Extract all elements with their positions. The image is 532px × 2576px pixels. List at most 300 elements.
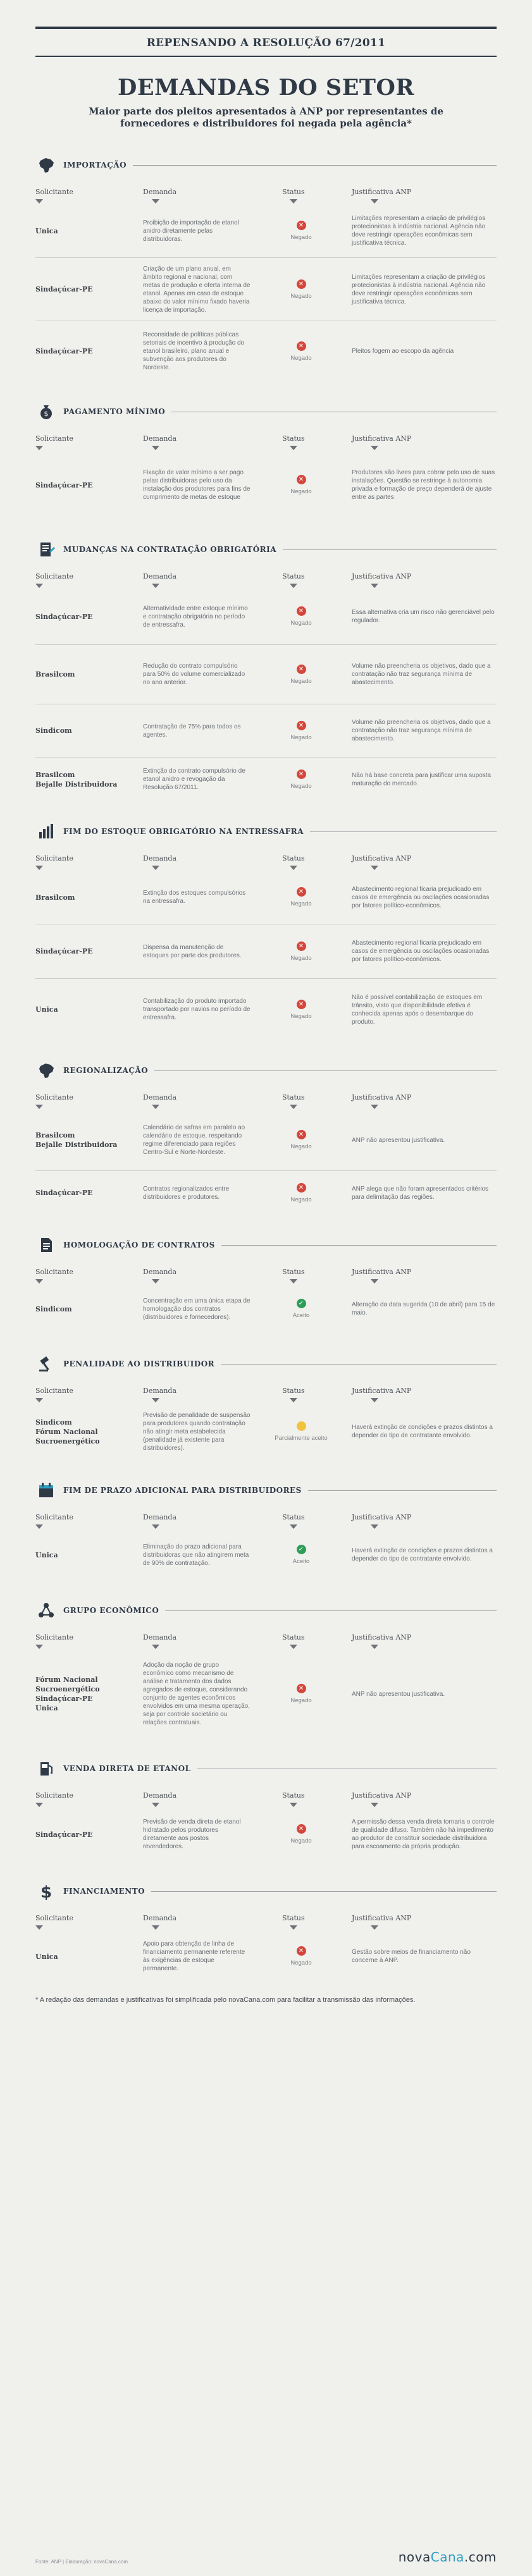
x-icon: ✕ [297, 665, 306, 674]
solicitante-cell [35, 612, 143, 622]
page-title: DEMANDAS DO SETOR [118, 75, 414, 101]
status-label: Negado [290, 733, 312, 741]
solicitante-name: Sindaçúcar-PE [35, 285, 93, 293]
justificativa-cell: Haverá extinção de condições e prazos distintos a depender do tipo de contratante envolvido. [352, 1547, 493, 1562]
status-label: Negado [290, 1196, 312, 1203]
section-1 [35, 400, 497, 519]
status-cell [269, 721, 333, 741]
solicitante-name: Unica [35, 1550, 58, 1559]
sort-arrow-icon [152, 199, 159, 204]
sort-arrow-icon [35, 1105, 43, 1109]
status-label: Negado [290, 954, 312, 962]
table-row [35, 924, 497, 978]
justificativa-cell: Abastecimento regional ficaria prejudicado em casos de emergência ou oscilações ocasionadas por fatores político-econômicos. [352, 940, 490, 963]
column-headers [35, 434, 497, 451]
column-label: Status [282, 1268, 305, 1276]
page-subtitle: Maior parte dos pleitos apresentados à ANP por representantes de fornecedores e distribuidores foi negada pela agência* [89, 106, 443, 129]
column-header-solicitante[interactable] [35, 1914, 143, 1930]
dollar-icon [35, 1880, 57, 1902]
justificativa-cell: Volume não preencheria os objetivos, dado que a contratação não traz segurança mínima de abastecimento. [352, 719, 491, 742]
section-3 [35, 820, 497, 1040]
column-header-status[interactable] [269, 1633, 333, 1650]
justificativa-cell: Essa alternativa cria um risco não gerenciável pelo regulador. [352, 609, 495, 624]
solicitante-name: Unica [35, 1005, 58, 1014]
document-icon [35, 1234, 57, 1256]
status-cell [269, 1946, 333, 1966]
status-cell [269, 341, 333, 362]
column-header-demanda[interactable] [143, 1791, 269, 1808]
column-label: Justificativa ANP [352, 1791, 412, 1800]
column-header-solicitante[interactable] [35, 1633, 143, 1650]
sort-arrow-icon [290, 1279, 297, 1284]
column-label: Demanda [143, 1791, 177, 1800]
column-label: Justificativa ANP [352, 434, 412, 443]
status-label: Negado [290, 677, 312, 685]
table-row [35, 589, 497, 644]
demanda-cell: Proibição de importação de etanol anidro diretamente pelas distribuidoras. [143, 219, 239, 243]
section-title: IMPORTAÇÃO [63, 161, 127, 169]
status-label: Negado [290, 1837, 312, 1844]
solicitante-name: Sindaçúcar-PE [35, 612, 93, 621]
status-label: Negado [290, 1697, 312, 1704]
logo-part-nova: nova [398, 2549, 431, 2565]
solicitante-name: Sindicom [35, 727, 72, 735]
column-label: Status [282, 188, 305, 196]
section-title: FIM DO ESTOQUE OBRIGATÓRIO NA ENTRESSAFRA [63, 827, 304, 836]
column-headers [35, 1791, 497, 1808]
sort-arrow-icon [290, 1105, 297, 1109]
column-header-demanda[interactable] [143, 1093, 269, 1110]
column-header-solicitante[interactable] [35, 572, 143, 589]
sort-arrow-icon [152, 446, 159, 450]
footnote: * A redação das demandas e justificativas foi simplificada pelo novaCana.com para facilitar a transmissão das informações. [35, 1996, 416, 2004]
justificativa-cell: ANP não apresentou justificativa. [352, 1690, 445, 1698]
column-label: Solicitante [35, 1791, 73, 1800]
solicitante-name: Sindicom [35, 1304, 72, 1313]
sort-arrow-icon [152, 1105, 159, 1109]
solicitante-cell [35, 1131, 143, 1150]
column-header-demanda[interactable] [143, 1513, 269, 1530]
section-header [35, 154, 497, 176]
justificativa-cell: Haverá extinção de condições e prazos distintos a depender do tipo de contratante envolvido. [352, 1424, 493, 1439]
column-header-solicitante[interactable] [35, 1093, 143, 1110]
section-rule [154, 1070, 497, 1071]
column-label: Demanda [143, 1387, 177, 1395]
network-icon [35, 1600, 57, 1621]
status-label: Negado [290, 620, 312, 627]
sort-arrow-icon [35, 1524, 43, 1529]
column-headers [35, 188, 497, 204]
x-icon: ✕ [297, 887, 306, 897]
sort-arrow-icon [35, 866, 43, 870]
section-rule [165, 1610, 497, 1611]
column-header-status[interactable] [269, 572, 333, 589]
column-header-solicitante[interactable] [35, 1791, 143, 1808]
column-label: Solicitante [35, 1633, 73, 1641]
solicitante-name: Fórum Nacional Sucroenergético [35, 1427, 100, 1445]
sort-arrow-icon [371, 1524, 378, 1529]
sort-arrow-icon [35, 1925, 43, 1930]
sort-arrow-icon [290, 1645, 297, 1649]
column-label: Solicitante [35, 1387, 73, 1395]
section-header [35, 1059, 497, 1082]
status-cell [269, 1545, 333, 1565]
sort-arrow-icon [290, 866, 297, 870]
column-label: Demanda [143, 572, 177, 580]
column-label: Status [282, 1513, 305, 1521]
column-label: Demanda [143, 1633, 177, 1641]
table-row [35, 204, 497, 257]
column-header-solicitante[interactable] [35, 188, 143, 204]
sort-arrow-icon [290, 1925, 297, 1930]
solicitante-cell [35, 1952, 143, 1961]
column-header-justificativa[interactable] [333, 572, 497, 589]
table-row [35, 1284, 497, 1334]
status-cell [269, 606, 333, 627]
x-icon: ✕ [297, 1130, 306, 1139]
status-cell [269, 887, 333, 907]
sort-arrow-icon [152, 1279, 159, 1284]
column-label: Justificativa ANP [352, 1513, 412, 1521]
kicker: REPENSANDO A RESOLUÇÃO 67/2011 [146, 37, 386, 49]
column-label: Status [282, 572, 305, 580]
section-rule [151, 1891, 497, 1892]
status-cell [269, 1299, 333, 1319]
justificativa-cell: ANP não apresentou justificativa. [352, 1136, 445, 1144]
section-10 [35, 1880, 497, 1982]
x-icon: ✕ [297, 341, 306, 351]
logo-part-com: .com [464, 2549, 497, 2565]
section-title: FIM DE PRAZO ADICIONAL PARA DISTRIBUIDORES [63, 1486, 302, 1495]
calendar-icon [35, 1480, 57, 1501]
solicitante-name: Bejalle Distribuidora [35, 1141, 118, 1149]
justificativa-cell: Volume não preencheria os objetivos, dado que a contratação não traz segurança mínima de abastecimento. [352, 663, 491, 686]
justificativa-cell: Produtores são livres para cobrar pelo uso de suas instalações. Questão se restringe à autonomia privada e formação de preço dependerá de ajuste entre as partes [352, 469, 495, 501]
demanda-cell: Fixação de valor mínimo a ser pago pelas distribuidoras pelo uso da instalação dos produtores para fins de cumprimento de metas de estoque [143, 469, 251, 501]
novacana-logo[interactable] [399, 2549, 497, 2565]
sort-arrow-icon [35, 1279, 43, 1284]
solicitante-name: Fórum Nacional Sucroenergético [35, 1676, 100, 1693]
justificativa-cell: Não há base concreta para justificar uma suposta maturação do mercado. [352, 771, 492, 787]
section-header [35, 1880, 497, 1903]
sort-arrow-icon [371, 584, 378, 588]
sort-arrow-icon [290, 584, 297, 588]
solicitante-name: Unica [35, 226, 58, 235]
solicitante-name: Sindaçúcar-PE [35, 1695, 93, 1703]
x-icon: ✕ [297, 606, 306, 616]
section-title: HOMOLOGAÇÃO DE CONTRATOS [63, 1241, 215, 1249]
sort-arrow-icon [290, 1524, 297, 1529]
column-header-justificativa[interactable] [333, 1093, 497, 1110]
column-label: Solicitante [35, 854, 73, 862]
column-header-justificativa[interactable] [333, 1914, 497, 1930]
solicitante-cell [35, 226, 143, 236]
column-header-solicitante[interactable] [35, 1513, 143, 1530]
sort-arrow-icon [290, 1398, 297, 1402]
section-header [35, 820, 497, 843]
section-5 [35, 1234, 497, 1334]
column-label: Justificativa ANP [352, 572, 412, 580]
source-credit: Fonte: ANP | Elaboração: novaCana.com [35, 2559, 128, 2565]
x-icon: ✕ [297, 721, 306, 730]
column-label: Justificativa ANP [352, 1633, 412, 1641]
section-rule [133, 165, 497, 166]
column-header-demanda[interactable] [143, 572, 269, 589]
check-icon: ✓ [297, 1299, 306, 1308]
column-label: Justificativa ANP [352, 188, 412, 196]
solicitante-cell [35, 285, 143, 294]
solicitante-cell [35, 1304, 143, 1314]
brazil-map-icon [35, 154, 57, 176]
section-rule [310, 831, 497, 832]
solicitante-name: Sindaçúcar-PE [35, 947, 93, 955]
column-label: Solicitante [35, 1093, 73, 1101]
column-label: Demanda [143, 1093, 177, 1101]
money-bag-icon [35, 401, 57, 422]
status-cell [269, 1000, 333, 1020]
column-label: Solicitante [35, 188, 73, 196]
section-header [35, 1599, 497, 1622]
table-row [35, 978, 497, 1040]
column-label: Demanda [143, 434, 177, 443]
justificativa-cell: Abastecimento regional ficaria prejudicado em casos de emergência ou oscilações ocasionadas por fatores político-econômicos. [352, 885, 490, 909]
column-header-justificativa[interactable] [333, 854, 497, 871]
sections-container [35, 154, 497, 1982]
table-row [35, 321, 497, 381]
column-header-solicitante[interactable] [35, 434, 143, 451]
sort-arrow-icon [371, 866, 378, 870]
section-rule [221, 1245, 497, 1246]
sort-arrow-icon [371, 1645, 378, 1649]
column-label: Status [282, 1387, 305, 1395]
demanda-cell: Apoio para obtenção de linha de financiamento permanente referente às exigências de estoque permanente. [143, 1941, 245, 1972]
section-title: GRUPO ECONÔMICO [63, 1606, 159, 1615]
justificativa-cell: Limitações representam a criação de privilégios protecionistas à indústria nacional. Agência não deve restringir operações econômicas sem justificativa técnica. [352, 215, 486, 247]
section-0 [35, 154, 497, 381]
column-header-demanda[interactable] [143, 854, 269, 871]
solicitante-cell [35, 481, 143, 490]
table-row [35, 1650, 497, 1738]
table-row [35, 757, 497, 801]
section-8 [35, 1599, 497, 1738]
column-label: Status [282, 1633, 305, 1641]
status-label: Negado [290, 1143, 312, 1150]
column-header-justificativa[interactable] [333, 1387, 497, 1403]
sort-arrow-icon [152, 1524, 159, 1529]
sort-arrow-icon [290, 1803, 297, 1807]
sort-arrow-icon [35, 1645, 43, 1649]
solicitante-cell [35, 770, 143, 789]
solicitante-cell [35, 726, 143, 735]
column-label: Status [282, 1914, 305, 1922]
column-header-demanda[interactable] [143, 434, 269, 451]
demanda-cell: Redução do contrato compulsório para 50% do volume comercializado no ano anterior. [143, 663, 245, 686]
column-label: Solicitante [35, 1914, 73, 1922]
column-headers [35, 1914, 497, 1930]
solicitante-name: Brasilcom [35, 1131, 75, 1139]
justificativa-cell: Limitações representam a criação de privilégios protecionistas à indústria nacional. Agência não deve restringir operações econômicas sem justificativa técnica. [352, 273, 486, 305]
solicitante-name: Brasilcom [35, 670, 75, 678]
status-label: Aceito [292, 1558, 310, 1565]
section-title: PAGAMENTO MÍNIMO [63, 407, 166, 416]
demanda-cell: Adoção da noção de grupo econômico como mecanismo de análise e tratamento dos dados agregados de estoque, considerando conjunto de agentes econômicos envolvidos em uma mesma operação, seja por controle societário ou relações contratuais. [143, 1662, 250, 1726]
justificativa-cell: ANP alega que não foram apresentados critérios para delimitação das regiões. [352, 1185, 489, 1201]
column-label: Demanda [143, 1914, 177, 1922]
table-row [35, 257, 497, 321]
column-header-solicitante[interactable] [35, 854, 143, 871]
partial-icon [297, 1421, 306, 1431]
column-header-status[interactable] [269, 434, 333, 451]
status-cell [269, 475, 333, 495]
sort-arrow-icon [371, 1105, 378, 1109]
column-label: Demanda [143, 1268, 177, 1276]
column-header-demanda[interactable] [143, 1387, 269, 1403]
status-cell [269, 1684, 333, 1704]
column-label: Justificativa ANP [352, 854, 412, 862]
section-header [35, 1479, 497, 1502]
demanda-cell: Extinção do contrato compulsório de etanol anidro e revogação da Resolução 67/2011. [143, 768, 245, 791]
section-header [35, 538, 497, 561]
status-label: Negado [290, 900, 312, 907]
demanda-cell: Calendário de safras em paralelo ao calendário de estoque, respeitando regime diferenciado para regiões Centro-Sul e Norte-Nordeste. [143, 1124, 245, 1156]
solicitante-cell [35, 893, 143, 902]
status-label: Negado [290, 488, 312, 495]
sort-arrow-icon [152, 584, 159, 588]
sort-arrow-icon [371, 446, 378, 450]
sort-arrow-icon [35, 1803, 43, 1807]
table-row [35, 1110, 497, 1170]
column-header-demanda[interactable] [143, 1914, 269, 1930]
column-header-solicitante[interactable] [35, 1387, 143, 1403]
column-header-status[interactable] [269, 188, 333, 204]
sort-arrow-icon [35, 584, 43, 588]
x-icon: ✕ [297, 941, 306, 951]
sort-arrow-icon [152, 866, 159, 870]
fuel-pump-icon [35, 1758, 57, 1779]
column-headers [35, 1633, 497, 1650]
column-header-solicitante[interactable] [35, 1268, 143, 1284]
justificativa-cell: Gestão sobre meios de financiamento não concerne à ANP. [352, 1949, 471, 1964]
top-rule [35, 27, 497, 29]
demanda-cell: Criação de um plano anual, em âmbito regional e nacional, com metas de produção e oferta interna de etanol. Apenas em caso de estoque abaixo do valor mínimo fixado haveria licença de importação. [143, 265, 251, 314]
column-header-demanda[interactable] [143, 188, 269, 204]
solicitante-name: Sindicom [35, 1418, 72, 1426]
column-header-status[interactable] [269, 1513, 333, 1530]
solicitante-name: Brasilcom [35, 893, 75, 902]
section-header [35, 400, 497, 423]
table-row [35, 1930, 497, 1982]
solicitante-name: Brasilcom [35, 770, 75, 779]
solicitante-name: Sindaçúcar-PE [35, 481, 93, 489]
logo-part-cana: Cana [430, 2549, 464, 2565]
section-header [35, 1757, 497, 1780]
column-header-justificativa[interactable] [333, 1791, 497, 1808]
table-row [35, 1403, 497, 1460]
sort-arrow-icon [290, 199, 297, 204]
status-cell [269, 941, 333, 962]
table-row [35, 1808, 497, 1861]
status-cell [269, 1183, 333, 1203]
column-headers [35, 1093, 497, 1110]
status-label: Negado [290, 1012, 312, 1020]
section-7 [35, 1479, 497, 1580]
table-row [35, 451, 497, 519]
column-header-status[interactable] [269, 854, 333, 871]
svg-text:$: $ [40, 1883, 53, 1901]
column-header-justificativa[interactable] [333, 434, 497, 451]
solicitante-name: Unica [35, 1952, 58, 1961]
column-label: Justificativa ANP [352, 1387, 412, 1395]
column-headers [35, 1513, 497, 1530]
demanda-cell: Concentração em uma única etapa de homologação dos contratos (distribuidores e fornecedores). [143, 1297, 251, 1321]
demanda-cell: Previsão de venda direta de etanol hidratado pelos produtores diretamente aos postos revendedores. [143, 1819, 241, 1850]
column-header-justificativa[interactable] [333, 1513, 497, 1530]
x-icon: ✕ [297, 1000, 306, 1009]
section-rule [283, 549, 497, 550]
sort-arrow-icon [371, 1279, 378, 1284]
demanda-cell: Contratação de 75% para todos os agentes. [143, 723, 241, 739]
column-header-justificativa[interactable] [333, 1633, 497, 1650]
section-4 [35, 1059, 497, 1215]
status-cell [269, 279, 333, 300]
justificativa-cell: Alteração da data sugerida (10 de abril) para 15 de maio. [352, 1301, 495, 1316]
column-header-justificativa[interactable] [333, 188, 497, 204]
demanda-cell: Extinção dos estoques compulsórios na entressafra. [143, 890, 246, 905]
section-title: PENALIDADE AO DISTRIBUIDOR [63, 1359, 215, 1368]
solicitante-cell [35, 1418, 143, 1446]
sort-arrow-icon [152, 1925, 159, 1930]
solicitante-cell [35, 1830, 143, 1839]
sort-arrow-icon [371, 1803, 378, 1807]
column-header-status[interactable] [269, 1914, 333, 1930]
status-cell [269, 1824, 333, 1844]
demanda-cell: Alternatividade entre estoque mínimo e contratação obrigatória no período de entressafra. [143, 604, 248, 629]
solicitante-name: Bejalle Distribuidora [35, 780, 118, 788]
column-label: Justificativa ANP [352, 1268, 412, 1276]
column-label: Demanda [143, 1513, 177, 1521]
x-icon: ✕ [297, 770, 306, 779]
column-label: Status [282, 854, 305, 862]
status-label: Negado [290, 234, 312, 241]
column-headers [35, 572, 497, 589]
column-header-demanda[interactable] [143, 1268, 269, 1284]
column-label: Status [282, 1093, 305, 1101]
column-header-status[interactable] [269, 1093, 333, 1110]
x-icon: ✕ [297, 1946, 306, 1956]
solicitante-cell [35, 1005, 143, 1014]
table-row [35, 871, 497, 924]
solicitante-cell [35, 1675, 143, 1713]
section-title: FINANCIAMENTO [63, 1887, 145, 1896]
column-label: Solicitante [35, 434, 73, 443]
column-header-status[interactable] [269, 1268, 333, 1284]
section-title: MUDANÇAS NA CONTRATAÇÃO OBRIGATÓRIA [63, 545, 277, 554]
solicitante-cell [35, 947, 143, 956]
x-icon: ✕ [297, 1183, 306, 1193]
column-header-status[interactable] [269, 1387, 333, 1403]
brazil-map-icon [35, 1060, 57, 1081]
justificativa-cell: Pleitos fogem ao escopo da agência [352, 348, 454, 355]
column-header-justificativa[interactable] [333, 1268, 497, 1284]
solicitante-name: Sindaçúcar-PE [35, 347, 93, 355]
column-header-status[interactable] [269, 1791, 333, 1808]
column-header-demanda[interactable] [143, 1633, 269, 1650]
justificativa-cell: Não é possível contabilização de estoques em trânsito, visto que disponibilidade efetiva é conhecida apenas após o desembarque do produto. [352, 993, 483, 1026]
sort-arrow-icon [290, 446, 297, 450]
status-cell [269, 770, 333, 790]
column-label: Solicitante [35, 572, 73, 580]
section-2 [35, 538, 497, 801]
